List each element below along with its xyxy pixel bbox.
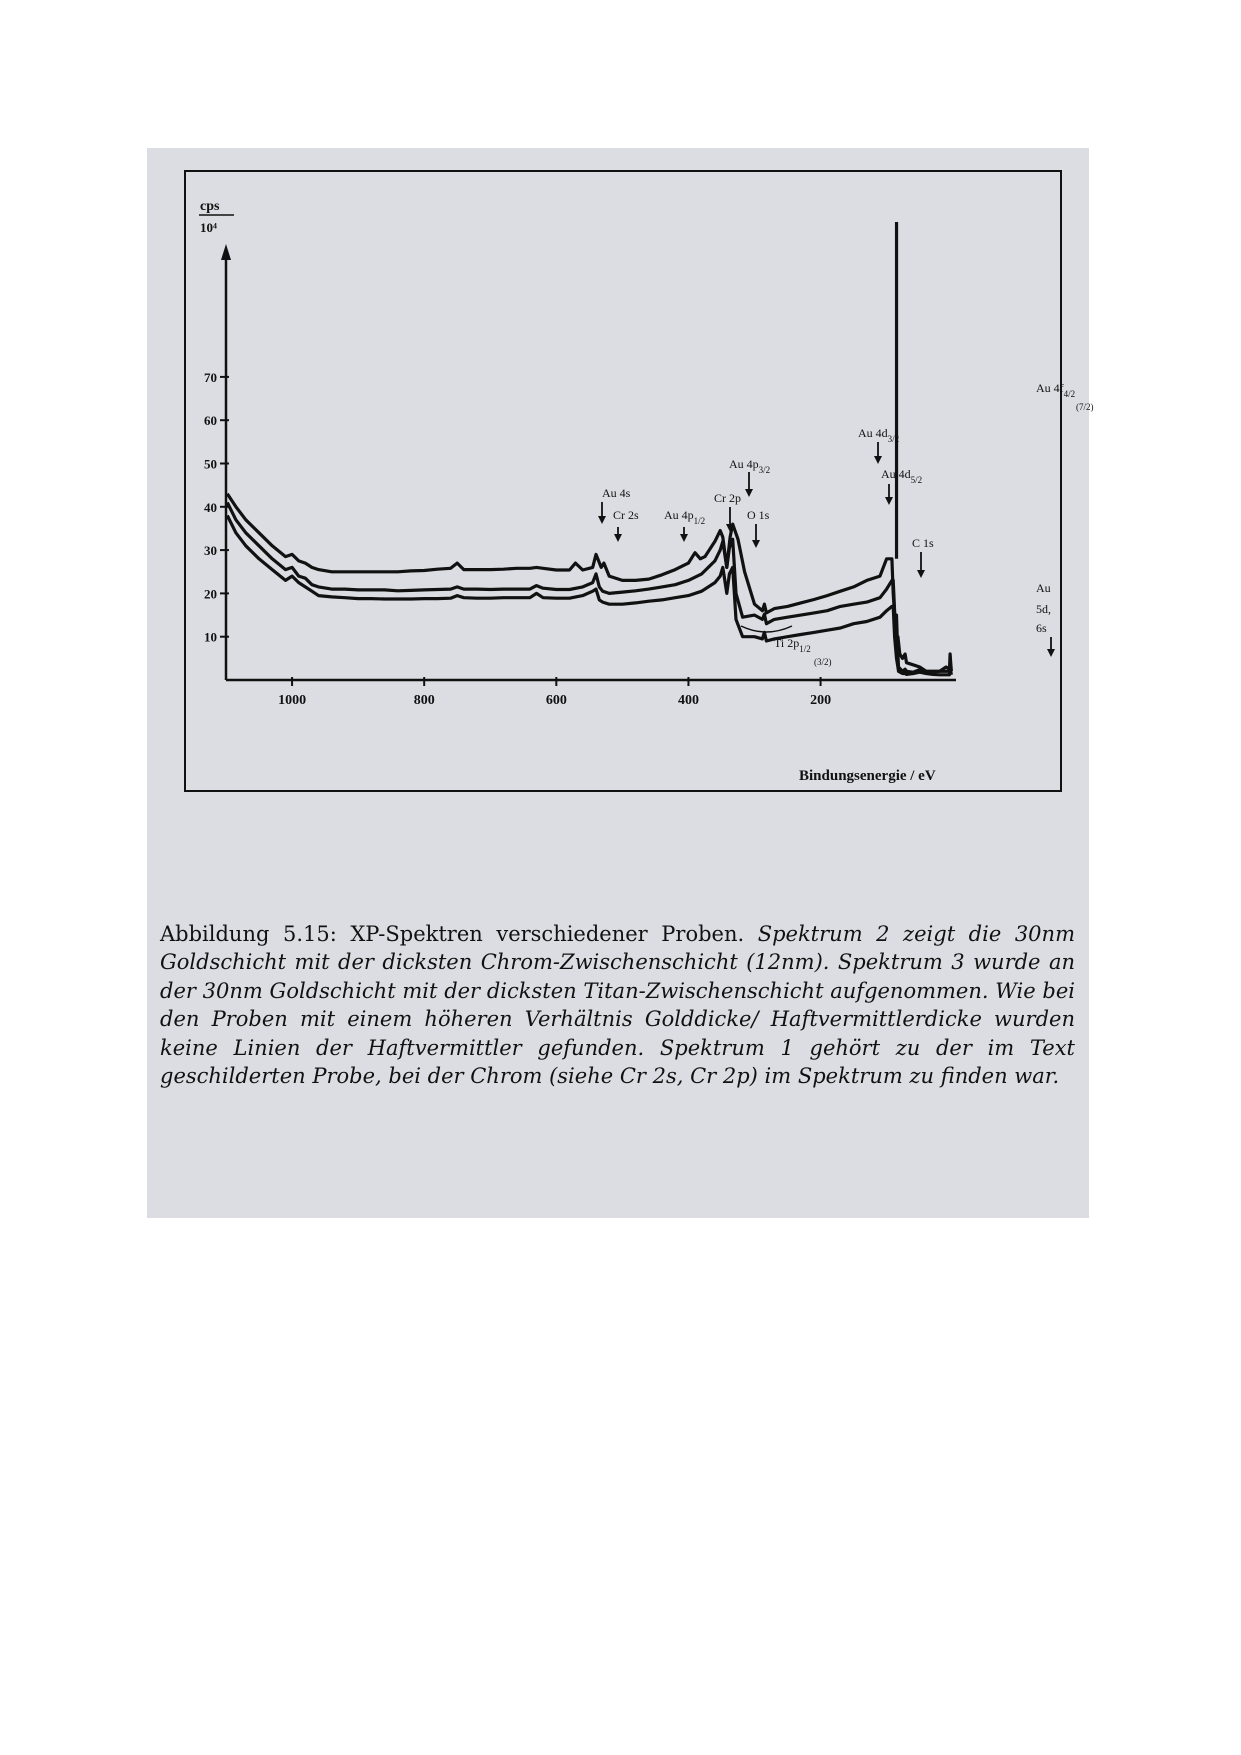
peak-label: C 1s — [912, 536, 934, 550]
y-tick-label: 20 — [204, 586, 217, 602]
x-tick-label: 200 — [810, 693, 832, 708]
peak-label: O 1s — [747, 508, 770, 522]
y-tick-label: 40 — [204, 499, 217, 515]
xps-chart — [186, 172, 1094, 790]
peak-label: Au $4f_{4/2}$ — [1036, 381, 1076, 399]
peak-arrowhead — [598, 516, 606, 524]
spectrum-line-2 — [227, 503, 951, 673]
peak-label: Au $4p_{1/2}$ — [664, 508, 706, 526]
plot-layer — [204, 222, 1094, 708]
peak-label: Au $4d_{3/2}$ — [858, 426, 900, 444]
y-tick-label: 50 — [204, 456, 217, 472]
x-tick-label: 400 — [677, 693, 699, 708]
peak-arrowhead — [874, 456, 882, 464]
peak-label: Au $4p_{3/2}$ — [729, 457, 771, 475]
y-axis-unit-top: cps — [200, 199, 220, 214]
peak-arrowhead — [1047, 649, 1055, 657]
peak-label-alt: (7/2) — [1076, 402, 1094, 412]
peak-label: Cr 2p — [714, 491, 741, 505]
peak-label: 5d, — [1036, 602, 1051, 616]
y-tick-label: 70 — [204, 369, 217, 385]
peak-arrowhead — [917, 570, 925, 578]
y-tick-label: 30 — [204, 543, 217, 559]
figure-caption — [160, 920, 1075, 1090]
peak-label: Cr 2s — [613, 508, 639, 522]
peak-label: Au — [1036, 581, 1051, 595]
ti-2p-bracket — [741, 626, 792, 632]
chart-frame — [184, 170, 1094, 792]
x-tick-label: 1000 — [278, 693, 307, 708]
y-tick-label: 10 — [204, 629, 217, 645]
y-tick-label: 60 — [204, 413, 217, 429]
peak-arrowhead — [614, 534, 622, 542]
spectrum-line-3 — [227, 516, 951, 675]
peak-arrowhead — [752, 540, 760, 548]
caption-body: Spektrum 2 zeigt die 30nm Goldschicht mit der dicksten Chrom-Zwischenschicht (12nm). Spektrum 3 wurde an der 30nm Goldschicht mit der dicksten Titan-Zwischenschicht aufgenommen. Wie bei den Proben mit einem höheren Verhältnis Golddicke/ Haftvermittlerdicke wurden keine Linien der Haftvermittler gefunden. Spektrum 1 gehört zu der im Text geschilderten Probe, bei der Chrom (siehe Cr 2s, Cr 2p) im Spektrum zu finden war. — [160, 922, 1075, 1089]
peak-label: Au 4s — [602, 486, 631, 500]
peak-arrowhead — [680, 534, 688, 542]
peak-arrowhead — [885, 497, 893, 505]
caption-lead: Abbildung 5.15: XP-Spektren verschiedener Proben. — [160, 922, 745, 946]
x-tick-label: 800 — [413, 693, 435, 708]
y-axis-unit-bottom: 10⁴ — [200, 220, 217, 235]
peak-arrowhead — [745, 489, 753, 497]
peak-label: Au $4d_{5/2}$ — [881, 467, 923, 485]
x-tick-label: 600 — [545, 693, 567, 708]
peak-label-alt: (3/2) — [814, 657, 832, 667]
scanned-figure — [147, 148, 1094, 1218]
peak-label: Ti $2p_{1/2}$ — [774, 636, 811, 654]
peak-label: 6s — [1036, 621, 1047, 635]
y-axis-arrow — [221, 244, 231, 260]
x-axis-label: Bindungsenergie / eV — [799, 768, 936, 784]
